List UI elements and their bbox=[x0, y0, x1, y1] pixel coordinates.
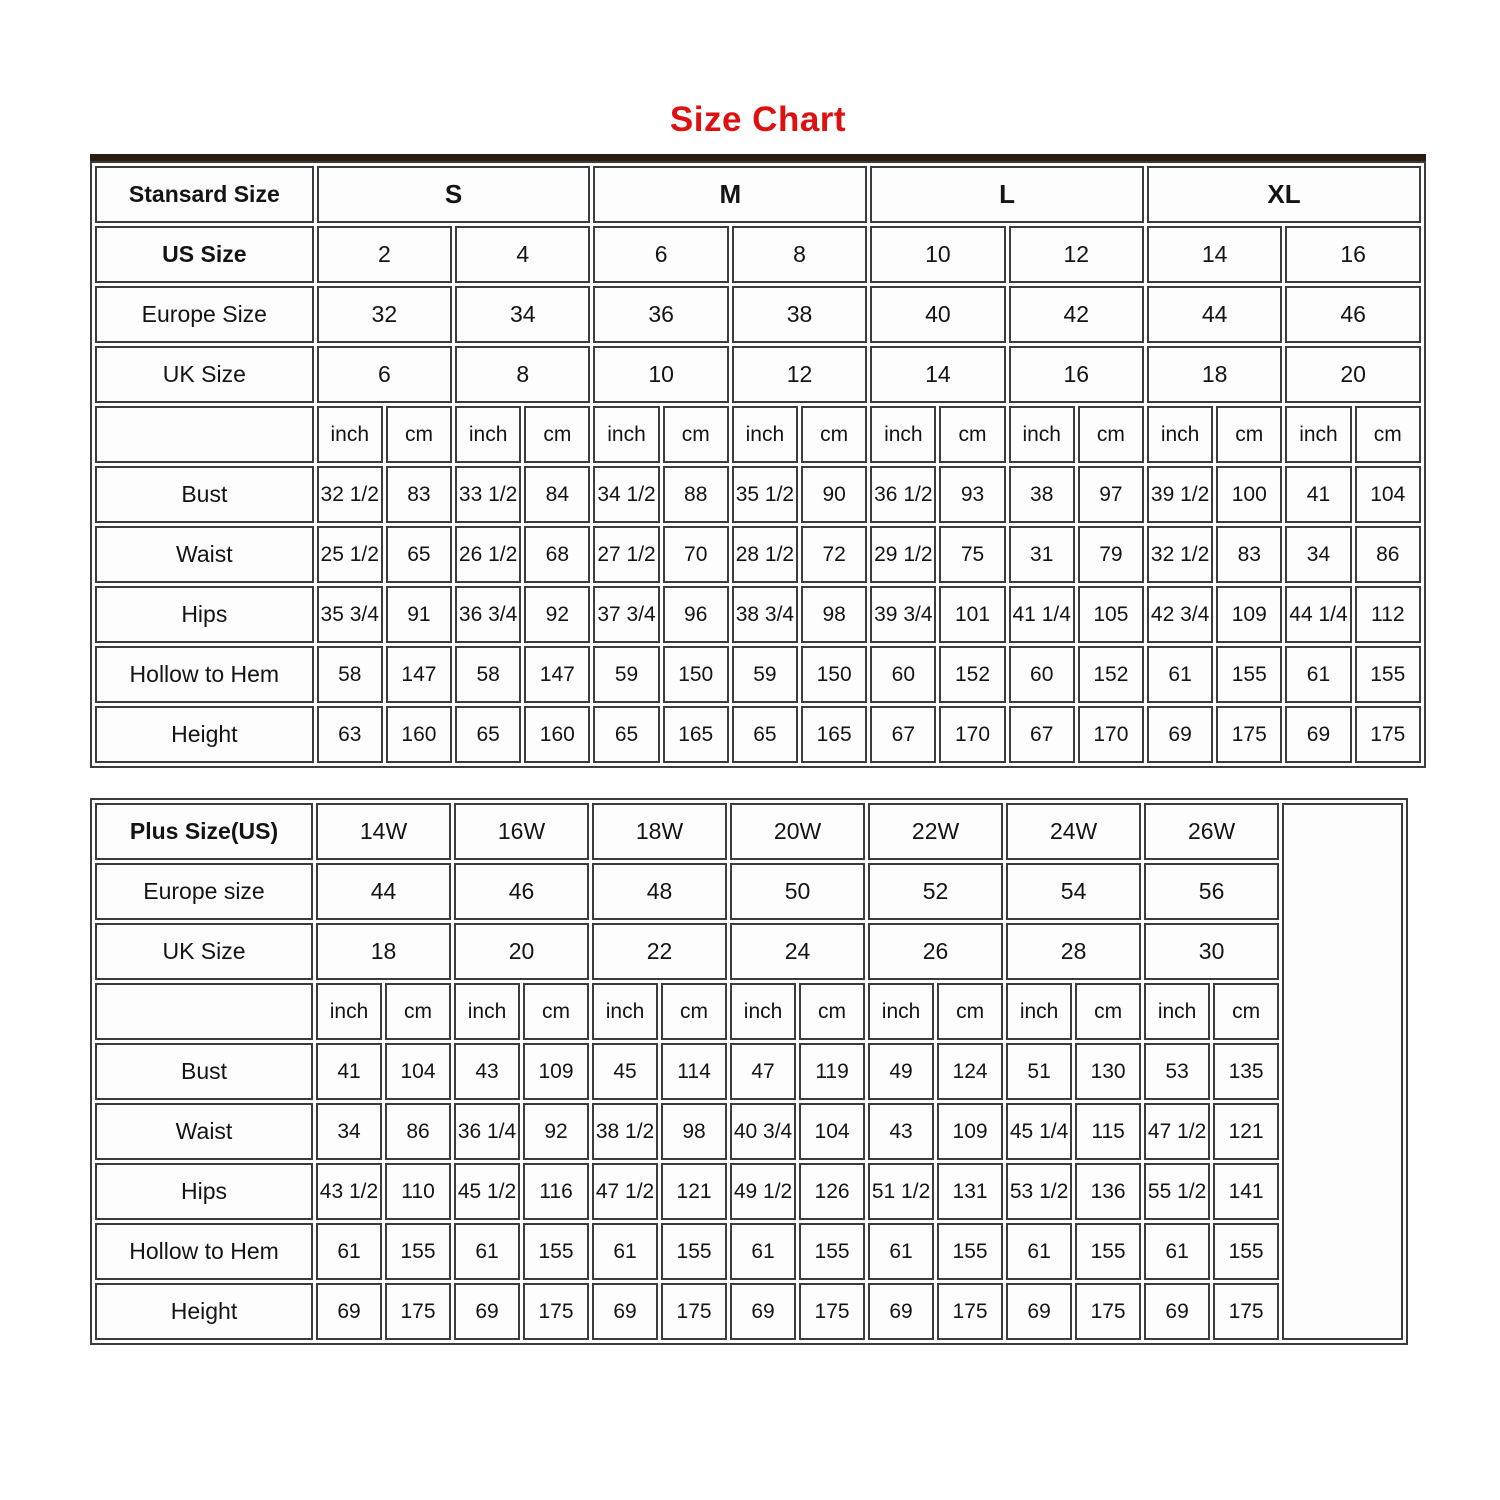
measure-cell: 109 bbox=[937, 1103, 1003, 1160]
measure-cell: 65 bbox=[455, 706, 521, 763]
table-row bbox=[95, 1223, 1403, 1280]
measure-cell: 121 bbox=[1213, 1103, 1279, 1160]
size-cell: 24 bbox=[730, 923, 865, 980]
measure-cell: 72 bbox=[801, 526, 867, 583]
row-label: Europe Size bbox=[95, 286, 314, 343]
measure-cell: 61 bbox=[1147, 646, 1213, 703]
measure-cell: 41 1/4 bbox=[1009, 586, 1075, 643]
plus-size-table bbox=[90, 798, 1408, 1345]
size-cell: 30 bbox=[1144, 923, 1279, 980]
measure-cell: 135 bbox=[1213, 1043, 1279, 1100]
size-cell: 18W bbox=[592, 803, 727, 860]
measure-cell: 51 1/2 bbox=[868, 1163, 934, 1220]
size-cell: 4 bbox=[455, 226, 590, 283]
unit-cm-cell: cm bbox=[386, 406, 452, 463]
measure-cell: 104 bbox=[1355, 466, 1421, 523]
size-cell: 40 bbox=[870, 286, 1005, 343]
measure-cell: 79 bbox=[1078, 526, 1144, 583]
measure-cell: 109 bbox=[1216, 586, 1282, 643]
unit-inch-cell: inch bbox=[1009, 406, 1075, 463]
measure-cell: 61 bbox=[592, 1223, 658, 1280]
measure-cell: 36 1/4 bbox=[454, 1103, 520, 1160]
measure-cell: 147 bbox=[524, 646, 590, 703]
size-cell: 16 bbox=[1285, 226, 1421, 283]
size-cell: 6 bbox=[317, 346, 452, 403]
measure-cell: 112 bbox=[1355, 586, 1421, 643]
size-cell: 18 bbox=[1147, 346, 1282, 403]
size-cell: 8 bbox=[732, 226, 867, 283]
table-row bbox=[95, 346, 1421, 403]
measure-cell: 47 bbox=[730, 1043, 796, 1100]
measure-cell: 38 1/2 bbox=[592, 1103, 658, 1160]
measure-cell: 27 1/2 bbox=[593, 526, 659, 583]
row-label: Plus Size(US) bbox=[95, 803, 313, 860]
row-label: Hollow to Hem bbox=[95, 646, 314, 703]
measure-cell: 69 bbox=[868, 1283, 934, 1340]
size-cell: 8 bbox=[455, 346, 590, 403]
measure-cell: 98 bbox=[661, 1103, 727, 1160]
size-cell: 44 bbox=[316, 863, 451, 920]
unit-inch-cell: inch bbox=[592, 983, 658, 1040]
table-row bbox=[95, 1283, 1403, 1340]
measure-cell: 155 bbox=[1355, 646, 1421, 703]
table-row bbox=[95, 983, 1403, 1040]
measure-cell: 119 bbox=[799, 1043, 865, 1100]
measure-cell: 36 3/4 bbox=[455, 586, 521, 643]
measure-cell: 68 bbox=[524, 526, 590, 583]
measure-cell: 84 bbox=[524, 466, 590, 523]
size-cell: 16 bbox=[1009, 346, 1144, 403]
size-chart-title: Size Chart bbox=[669, 100, 847, 139]
unit-cm-cell: cm bbox=[937, 983, 1003, 1040]
measure-cell: 155 bbox=[1213, 1223, 1279, 1280]
row-label: US Size bbox=[95, 226, 314, 283]
size-cell: 12 bbox=[732, 346, 867, 403]
measure-cell: 34 1/2 bbox=[593, 466, 659, 523]
measure-cell: 86 bbox=[1355, 526, 1421, 583]
measure-cell: 38 bbox=[1009, 466, 1075, 523]
measure-cell: 31 bbox=[1009, 526, 1075, 583]
measure-cell: 88 bbox=[663, 466, 729, 523]
measure-cell: 155 bbox=[1216, 646, 1282, 703]
measure-cell: 47 1/2 bbox=[1144, 1103, 1210, 1160]
measure-cell: 59 bbox=[593, 646, 659, 703]
size-cell: 54 bbox=[1006, 863, 1141, 920]
unit-cm-cell: cm bbox=[939, 406, 1005, 463]
unit-cm-cell: cm bbox=[1355, 406, 1421, 463]
measure-cell: 90 bbox=[801, 466, 867, 523]
size-cell: 42 bbox=[1009, 286, 1144, 343]
measure-cell: 91 bbox=[386, 586, 452, 643]
measure-cell: 155 bbox=[523, 1223, 589, 1280]
size-cell: 2 bbox=[317, 226, 452, 283]
measure-cell: 58 bbox=[455, 646, 521, 703]
measure-cell: 55 1/2 bbox=[1144, 1163, 1210, 1220]
table-row bbox=[95, 923, 1403, 980]
measure-cell: 170 bbox=[1078, 706, 1144, 763]
unit-inch-cell: inch bbox=[868, 983, 934, 1040]
size-cell: 32 bbox=[317, 286, 452, 343]
measure-cell: 150 bbox=[801, 646, 867, 703]
unit-cm-cell: cm bbox=[661, 983, 727, 1040]
measure-cell: 175 bbox=[1216, 706, 1282, 763]
measure-cell: 160 bbox=[386, 706, 452, 763]
size-cell: 18 bbox=[316, 923, 451, 980]
measure-cell: 61 bbox=[1144, 1223, 1210, 1280]
unit-inch-cell: inch bbox=[1144, 983, 1210, 1040]
measure-cell: 97 bbox=[1078, 466, 1144, 523]
size-cell: 12 bbox=[1009, 226, 1144, 283]
measure-cell: 43 bbox=[868, 1103, 934, 1160]
measure-cell: 70 bbox=[663, 526, 729, 583]
measure-cell: 49 1/2 bbox=[730, 1163, 796, 1220]
measure-cell: 58 bbox=[317, 646, 383, 703]
row-label: Height bbox=[95, 1283, 313, 1340]
unit-cm-cell: cm bbox=[524, 406, 590, 463]
size-cell: 10 bbox=[870, 226, 1005, 283]
measure-cell: 155 bbox=[1075, 1223, 1141, 1280]
row-label: Height bbox=[95, 706, 314, 763]
row-label: Waist bbox=[95, 526, 314, 583]
measure-cell: 25 1/2 bbox=[317, 526, 383, 583]
measure-cell: 160 bbox=[524, 706, 590, 763]
measure-cell: 63 bbox=[317, 706, 383, 763]
size-cell: 36 bbox=[593, 286, 728, 343]
measure-cell: 43 1/2 bbox=[316, 1163, 382, 1220]
measure-cell: 175 bbox=[385, 1283, 451, 1340]
unit-inch-cell: inch bbox=[1285, 406, 1351, 463]
row-label: Stansard Size bbox=[95, 166, 314, 223]
measure-cell: 45 bbox=[592, 1043, 658, 1100]
table-row bbox=[95, 863, 1403, 920]
measure-cell: 39 3/4 bbox=[870, 586, 936, 643]
measure-cell: 170 bbox=[939, 706, 1005, 763]
measure-cell: 175 bbox=[799, 1283, 865, 1340]
unit-inch-cell: inch bbox=[870, 406, 936, 463]
measure-cell: 47 1/2 bbox=[592, 1163, 658, 1220]
measure-cell: 104 bbox=[799, 1103, 865, 1160]
measure-cell: 175 bbox=[1075, 1283, 1141, 1340]
measure-cell: 61 bbox=[868, 1223, 934, 1280]
size-cell: 14W bbox=[316, 803, 451, 860]
measure-cell: 38 3/4 bbox=[732, 586, 798, 643]
measure-cell: 32 1/2 bbox=[317, 466, 383, 523]
measure-cell: 49 bbox=[868, 1043, 934, 1100]
table-row bbox=[95, 1103, 1403, 1160]
measure-cell: 110 bbox=[385, 1163, 451, 1220]
measure-cell: 35 3/4 bbox=[317, 586, 383, 643]
unit-cm-cell: cm bbox=[1216, 406, 1282, 463]
measure-cell: 44 1/4 bbox=[1285, 586, 1351, 643]
measure-cell: 69 bbox=[316, 1283, 382, 1340]
measure-cell: 175 bbox=[937, 1283, 1003, 1340]
measure-cell: 131 bbox=[937, 1163, 1003, 1220]
measure-cell: 61 bbox=[454, 1223, 520, 1280]
measure-cell: 37 3/4 bbox=[593, 586, 659, 643]
standard-size-table bbox=[90, 161, 1426, 768]
size-cell: 14 bbox=[870, 346, 1005, 403]
standard-size-table-wrap bbox=[90, 154, 1426, 768]
measure-cell: 45 1/4 bbox=[1006, 1103, 1072, 1160]
measure-cell: 35 1/2 bbox=[732, 466, 798, 523]
measure-cell: 67 bbox=[870, 706, 936, 763]
measure-cell: 141 bbox=[1213, 1163, 1279, 1220]
measure-cell: 26 1/2 bbox=[455, 526, 521, 583]
empty-column-cell bbox=[1282, 803, 1403, 1340]
measure-cell: 41 bbox=[1285, 466, 1351, 523]
row-label: UK Size bbox=[95, 346, 314, 403]
measure-cell: 165 bbox=[663, 706, 729, 763]
table-row bbox=[95, 526, 1421, 583]
size-cell: 22 bbox=[592, 923, 727, 980]
measure-cell: 165 bbox=[801, 706, 867, 763]
measure-cell: 130 bbox=[1075, 1043, 1141, 1100]
unit-inch-cell: inch bbox=[317, 406, 383, 463]
row-label: UK Size bbox=[95, 923, 313, 980]
unit-cm-cell: cm bbox=[799, 983, 865, 1040]
measure-cell: 101 bbox=[939, 586, 1005, 643]
measure-cell: 34 bbox=[316, 1103, 382, 1160]
size-cell: 50 bbox=[730, 863, 865, 920]
measure-cell: 53 1/2 bbox=[1006, 1163, 1072, 1220]
measure-cell: 61 bbox=[1006, 1223, 1072, 1280]
unit-inch-cell: inch bbox=[316, 983, 382, 1040]
unit-row-spacer bbox=[95, 406, 314, 463]
size-cell: 46 bbox=[1285, 286, 1421, 343]
plus-size-table-wrap bbox=[90, 798, 1408, 1345]
measure-cell: 69 bbox=[1006, 1283, 1072, 1340]
measure-cell: 155 bbox=[799, 1223, 865, 1280]
measure-cell: 105 bbox=[1078, 586, 1144, 643]
size-cell: XL bbox=[1147, 166, 1421, 223]
measure-cell: 175 bbox=[1213, 1283, 1279, 1340]
measure-cell: 69 bbox=[1285, 706, 1351, 763]
measure-cell: 67 bbox=[1009, 706, 1075, 763]
measure-cell: 29 1/2 bbox=[870, 526, 936, 583]
measure-cell: 69 bbox=[454, 1283, 520, 1340]
row-label: Europe size bbox=[95, 863, 313, 920]
unit-cm-cell: cm bbox=[663, 406, 729, 463]
measure-cell: 65 bbox=[593, 706, 659, 763]
size-cell: 10 bbox=[593, 346, 728, 403]
measure-cell: 32 1/2 bbox=[1147, 526, 1213, 583]
measure-cell: 86 bbox=[385, 1103, 451, 1160]
size-cell: M bbox=[593, 166, 867, 223]
measure-cell: 69 bbox=[730, 1283, 796, 1340]
measure-cell: 34 bbox=[1285, 526, 1351, 583]
measure-cell: 61 bbox=[730, 1223, 796, 1280]
measure-cell: 69 bbox=[1147, 706, 1213, 763]
table-row bbox=[95, 466, 1421, 523]
unit-inch-cell: inch bbox=[593, 406, 659, 463]
measure-cell: 60 bbox=[1009, 646, 1075, 703]
measure-cell: 51 bbox=[1006, 1043, 1072, 1100]
unit-cm-cell: cm bbox=[1075, 983, 1141, 1040]
size-cell: 20 bbox=[1285, 346, 1421, 403]
measure-cell: 136 bbox=[1075, 1163, 1141, 1220]
measure-cell: 150 bbox=[663, 646, 729, 703]
measure-cell: 116 bbox=[523, 1163, 589, 1220]
measure-cell: 75 bbox=[939, 526, 1005, 583]
size-cell: S bbox=[317, 166, 591, 223]
size-cell: 26W bbox=[1144, 803, 1279, 860]
table-row bbox=[95, 226, 1421, 283]
table-row bbox=[95, 286, 1421, 343]
unit-row-spacer bbox=[95, 983, 313, 1040]
row-label: Hollow to Hem bbox=[95, 1223, 313, 1280]
size-cell: 6 bbox=[593, 226, 728, 283]
measure-cell: 124 bbox=[937, 1043, 1003, 1100]
row-label: Bust bbox=[95, 1043, 313, 1100]
measure-cell: 59 bbox=[732, 646, 798, 703]
unit-cm-cell: cm bbox=[1078, 406, 1144, 463]
measure-cell: 92 bbox=[523, 1103, 589, 1160]
measure-cell: 41 bbox=[316, 1043, 382, 1100]
size-cell: 16W bbox=[454, 803, 589, 860]
measure-cell: 175 bbox=[1355, 706, 1421, 763]
measure-cell: 42 3/4 bbox=[1147, 586, 1213, 643]
unit-inch-cell: inch bbox=[732, 406, 798, 463]
measure-cell: 39 1/2 bbox=[1147, 466, 1213, 523]
measure-cell: 152 bbox=[939, 646, 1005, 703]
measure-cell: 40 3/4 bbox=[730, 1103, 796, 1160]
size-cell: 24W bbox=[1006, 803, 1141, 860]
measure-cell: 83 bbox=[1216, 526, 1282, 583]
row-label: Waist bbox=[95, 1103, 313, 1160]
size-cell: 44 bbox=[1147, 286, 1282, 343]
size-cell: 22W bbox=[868, 803, 1003, 860]
size-cell: 52 bbox=[868, 863, 1003, 920]
measure-cell: 115 bbox=[1075, 1103, 1141, 1160]
measure-cell: 61 bbox=[1285, 646, 1351, 703]
measure-cell: 175 bbox=[661, 1283, 727, 1340]
size-cell: 48 bbox=[592, 863, 727, 920]
measure-cell: 60 bbox=[870, 646, 936, 703]
measure-cell: 69 bbox=[592, 1283, 658, 1340]
size-cell: 38 bbox=[732, 286, 867, 343]
size-cell: L bbox=[870, 166, 1144, 223]
measure-cell: 43 bbox=[454, 1043, 520, 1100]
row-label: Hips bbox=[95, 586, 314, 643]
unit-cm-cell: cm bbox=[801, 406, 867, 463]
table-row bbox=[95, 646, 1421, 703]
unit-inch-cell: inch bbox=[1147, 406, 1213, 463]
measure-cell: 175 bbox=[523, 1283, 589, 1340]
measure-cell: 114 bbox=[661, 1043, 727, 1100]
measure-cell: 53 bbox=[1144, 1043, 1210, 1100]
measure-cell: 83 bbox=[386, 466, 452, 523]
measure-cell: 33 1/2 bbox=[455, 466, 521, 523]
table-row bbox=[95, 1043, 1403, 1100]
measure-cell: 61 bbox=[316, 1223, 382, 1280]
measure-cell: 147 bbox=[386, 646, 452, 703]
unit-inch-cell: inch bbox=[1006, 983, 1072, 1040]
table-row bbox=[95, 586, 1421, 643]
measure-cell: 126 bbox=[799, 1163, 865, 1220]
unit-inch-cell: inch bbox=[730, 983, 796, 1040]
size-cell: 14 bbox=[1147, 226, 1282, 283]
measure-cell: 92 bbox=[524, 586, 590, 643]
table-row bbox=[95, 406, 1421, 463]
unit-cm-cell: cm bbox=[523, 983, 589, 1040]
table-row bbox=[95, 803, 1403, 860]
measure-cell: 45 1/2 bbox=[454, 1163, 520, 1220]
size-cell: 20 bbox=[454, 923, 589, 980]
measure-cell: 152 bbox=[1078, 646, 1144, 703]
unit-inch-cell: inch bbox=[454, 983, 520, 1040]
size-cell: 20W bbox=[730, 803, 865, 860]
size-cell: 26 bbox=[868, 923, 1003, 980]
row-label: Hips bbox=[95, 1163, 313, 1220]
measure-cell: 121 bbox=[661, 1163, 727, 1220]
measure-cell: 36 1/2 bbox=[870, 466, 936, 523]
measure-cell: 155 bbox=[661, 1223, 727, 1280]
measure-cell: 28 1/2 bbox=[732, 526, 798, 583]
size-cell: 28 bbox=[1006, 923, 1141, 980]
measure-cell: 104 bbox=[385, 1043, 451, 1100]
measure-cell: 65 bbox=[386, 526, 452, 583]
measure-cell: 96 bbox=[663, 586, 729, 643]
measure-cell: 65 bbox=[732, 706, 798, 763]
measure-cell: 98 bbox=[801, 586, 867, 643]
table-row bbox=[95, 1163, 1403, 1220]
unit-inch-cell: inch bbox=[455, 406, 521, 463]
size-cell: 56 bbox=[1144, 863, 1279, 920]
size-cell: 34 bbox=[455, 286, 590, 343]
unit-cm-cell: cm bbox=[385, 983, 451, 1040]
measure-cell: 69 bbox=[1144, 1283, 1210, 1340]
measure-cell: 109 bbox=[523, 1043, 589, 1100]
size-cell: 46 bbox=[454, 863, 589, 920]
row-label: Bust bbox=[95, 466, 314, 523]
measure-cell: 155 bbox=[937, 1223, 1003, 1280]
unit-cm-cell: cm bbox=[1213, 983, 1279, 1040]
measure-cell: 155 bbox=[385, 1223, 451, 1280]
measure-cell: 93 bbox=[939, 466, 1005, 523]
table-row bbox=[95, 166, 1421, 223]
measure-cell: 100 bbox=[1216, 466, 1282, 523]
table-row bbox=[95, 706, 1421, 763]
